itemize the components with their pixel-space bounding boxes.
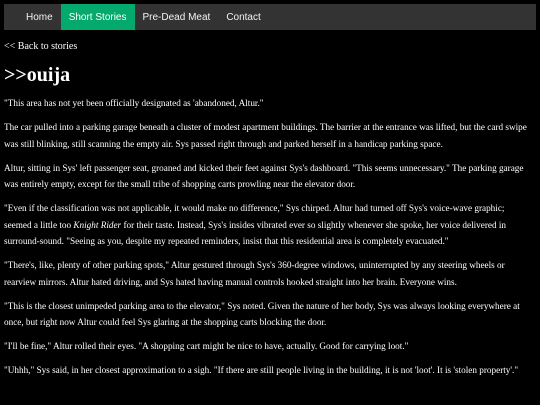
nav-home-link[interactable]: Home xyxy=(26,11,53,23)
nav-short-stories-link[interactable]: Short Stories xyxy=(61,4,135,30)
story-paragraph-4-part-b: for their taste. Instead, Sys's insides vibrated ever so slightly whenever she spoke, her voice delivered in surround-sound. "Seeing as you, despite my repeated reminders, insist that this residential area is completely evacuated." xyxy=(4,219,507,246)
story-paragraph-5: "There's, like, plenty of other parking spots," Altur gestured through Sys's 360-degree windows, uninterrupted by any steering wheels or rearview mirrors. Altur hated driving, and Sys hated having manual controls hooked straight into her brain. Everyone wins. xyxy=(4,260,505,287)
story-paragraph-4-emphasis: Knight Rider xyxy=(73,219,122,230)
story-title: >>ouija xyxy=(4,64,71,86)
back-to-stories-link[interactable]: << Back to stories xyxy=(4,41,78,52)
story-paragraph-6: "This is the closest unimpeded parking area to the elevator," Sys noted. Given the nature of her body, Sys was always looking everywhere at once, but right now Altur could feel Sys glaring at the shopping carts blocking the door. xyxy=(4,300,520,327)
nav-contact-link[interactable]: Contact xyxy=(226,11,261,23)
story-paragraph-1: "This area has not yet been officially designated as 'abandoned, Altur." xyxy=(4,98,264,108)
nav-pre-dead-meat-link[interactable]: Pre-Dead Meat xyxy=(142,11,211,23)
story-paragraph-2: The car pulled into a parking garage beneath a cluster of modest apartment buildings. The barrier at the entrance was lifted, but the card swipe was still blinking, still scanning the empty air. Sys passed right through and parked herself in a handicap parking space. xyxy=(4,122,527,149)
story-paragraph-7: "I'll be fine," Altur rolled their eyes. "A shopping cart might be nice to have, actually. Good for carrying loot." xyxy=(4,341,409,351)
story-paragraph-4 xyxy=(4,200,532,250)
story-paragraph-3: Altur, sitting in Sys' left passenger seat, groaned and kicked their feet against Sys's dashboard. "This seems unnecessary." The parking garage was entirely empty, except for the small tribe of shopping carts prowling near the elevator door. xyxy=(4,162,524,189)
story-paragraph-4-part-a: "Even if the classification was not applicable, it would make no difference," Sys chirped. Altur had turned off Sys's voice-wave graphic; seemed a little too xyxy=(4,203,505,230)
story-paragraph-8: "Uhhh," Sys said, in her closest approximation to a sigh. "If there are still people living in the building, it is not 'loot'. It is 'stolen property'." xyxy=(4,365,519,375)
story-content xyxy=(4,40,532,386)
top-navbar xyxy=(4,4,536,30)
